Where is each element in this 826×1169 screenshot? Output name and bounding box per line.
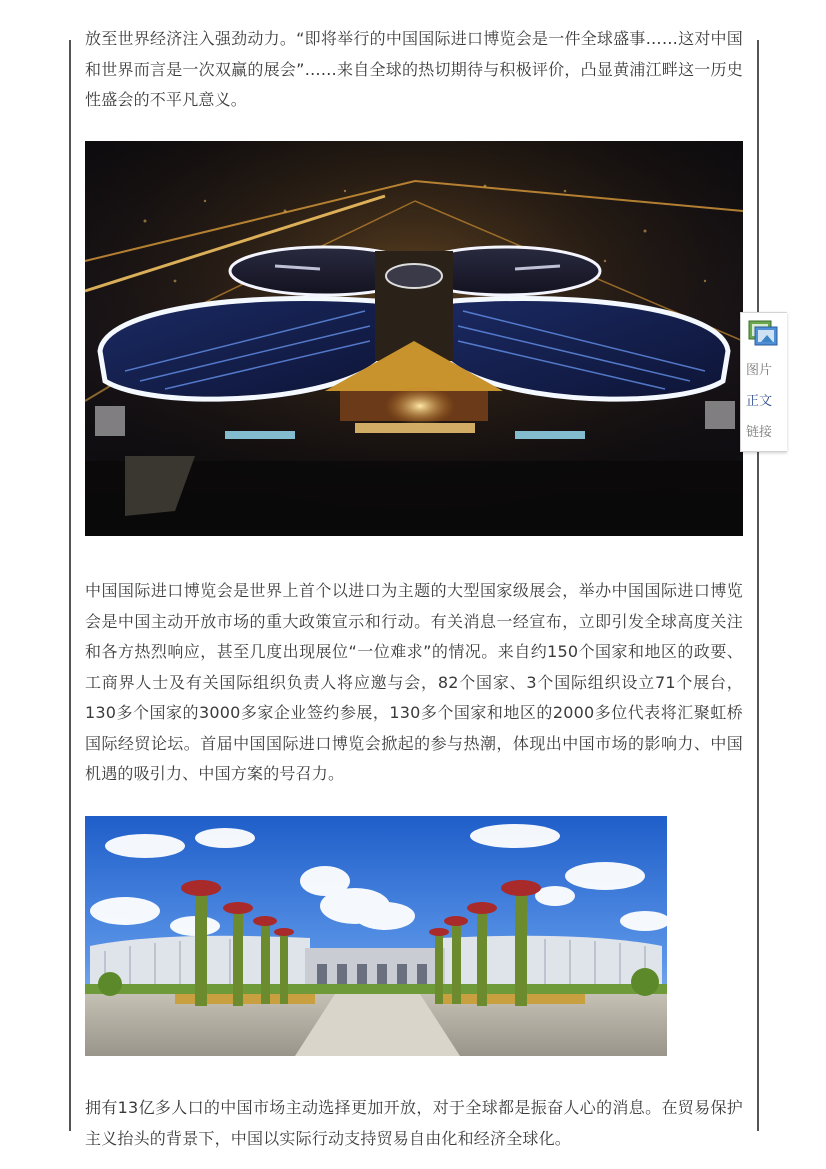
side-link-links[interactable]: 链接	[746, 425, 773, 440]
article-body	[85, 0, 743, 1148]
side-navigation-panel	[740, 312, 787, 452]
article-paragraph: 放至世界经济注入强劲动力。“即将举行的中国国际进口博览会是一件全球盛事……这对中国和世界而言是一次双赢的展会”……来自全球的热切期待与积极评价，凸显黄浦江畔这一历史性盛会的不平凡意义。	[85, 29, 743, 109]
expo-center-day-photo	[85, 816, 667, 1056]
side-link-images[interactable]: 图片	[746, 363, 773, 378]
expo-center-night-photo	[85, 141, 743, 536]
page-border-right	[757, 40, 759, 1131]
article-paragraph: 中国国际进口博览会是世界上首个以进口为主题的大型国家级展会，举办中国国际进口博览会是中国主动开放市场的重大政策宣示和行动。有关消息一经宣布，立即引发全球高度关注和各方热烈响应，甚至几度出现展位“一位难求”的情况。来自约150个国家和地区的政要、工商界人士及有关国际组织负责人将应邀与会，82个国家、3个国际组织设立71个展台，130多个国家的3000多家企业签约参展，130多个国家和地区的2000多位代表将汇聚虹桥国际经贸论坛。首届中国国际进口博览会掀起的参与热潮，体现出中国市场的影响力、中国机遇的吸引力、中国方案的号召力。	[85, 581, 743, 783]
page-border-left	[69, 40, 71, 1131]
article-paragraph: 拥有13亿多人口的中国市场主动选择更加开放，对于全球都是振奋人心的消息。在贸易保护主义抬头的背景下，中国以实际行动支持贸易自由化和经济全球化。	[85, 1098, 743, 1148]
picture-icon[interactable]	[747, 317, 779, 349]
side-link-main-text[interactable]: 正文	[746, 394, 773, 409]
